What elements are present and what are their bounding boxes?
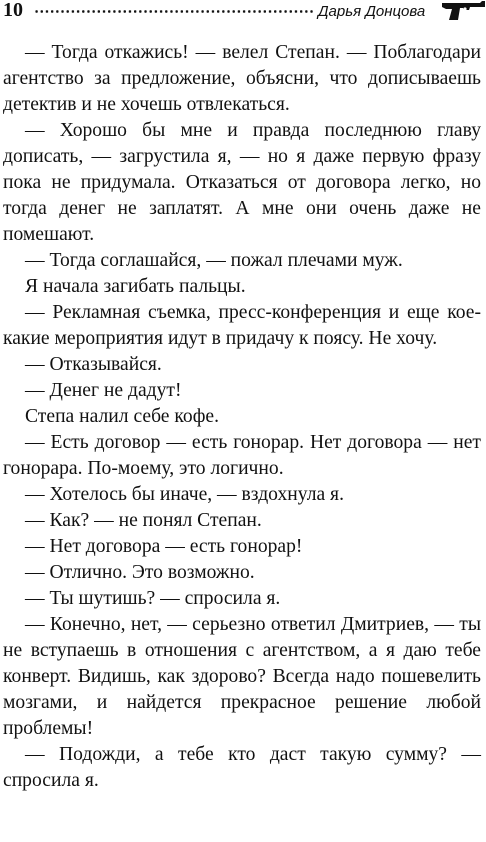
- paragraph: — Есть договор — есть гонорар. Нет договора — нет гонорара. По-моему, это логично.: [3, 432, 481, 479]
- paragraph: — Подожди, а тебе кто даст такую сумму? — спросила я.: [3, 744, 481, 791]
- paragraph: Степа налил себе кофе.: [25, 406, 219, 427]
- page-header: [0, 0, 486, 30]
- book-page-text: [3, 40, 481, 794]
- paragraph: — Конечно, нет, — серьезно ответил Дмитриев, — ты не вступаешь в отношения с агентством, а я даю тебе конверт. Видишь, как здорово? Всегда надо пошевелить мозгами, и найдется прекрасное решение любой проблемы!: [3, 614, 481, 739]
- dotted-leader: [34, 10, 314, 13]
- revolver-icon: [440, 0, 486, 22]
- paragraph: — Тогда откажись! — велел Степан. — Поблагодари агентство за предложение, объясни, что дописываешь детектив и не хочешь отвлекаться.: [3, 42, 481, 115]
- paragraph: — Тогда соглашайся, — пожал плечами муж.: [25, 250, 403, 271]
- paragraph: — Нет договора — есть гонорар!: [25, 536, 303, 557]
- paragraph: — Рекламная съемка, пресс-конференция и еще кое-какие мероприятия идут в придачу к поясу. Не хочу.: [3, 302, 481, 349]
- paragraph: — Хорошо бы мне и правда последнюю главу дописать, — загрустила я, — но я даже первую фразу пока не придумала. Отказаться от договора легко, но тогда денег не заплатят. А мне они очень даже не помешают.: [3, 120, 481, 245]
- paragraph: — Отказывайся.: [25, 354, 162, 375]
- paragraph: — Ты шутишь? — спросила я.: [25, 588, 281, 609]
- paragraph: — Хотелось бы иначе, — вздохнула я.: [25, 484, 344, 505]
- page-number: 10: [3, 0, 23, 21]
- paragraph: Я начала загибать пальцы.: [25, 276, 246, 297]
- running-head-author: Дарья Донцова: [318, 3, 426, 20]
- paragraph: — Отлично. Это возможно.: [25, 562, 255, 583]
- paragraph: — Как? — не понял Степан.: [25, 510, 262, 531]
- paragraph: — Денег не дадут!: [25, 380, 182, 401]
